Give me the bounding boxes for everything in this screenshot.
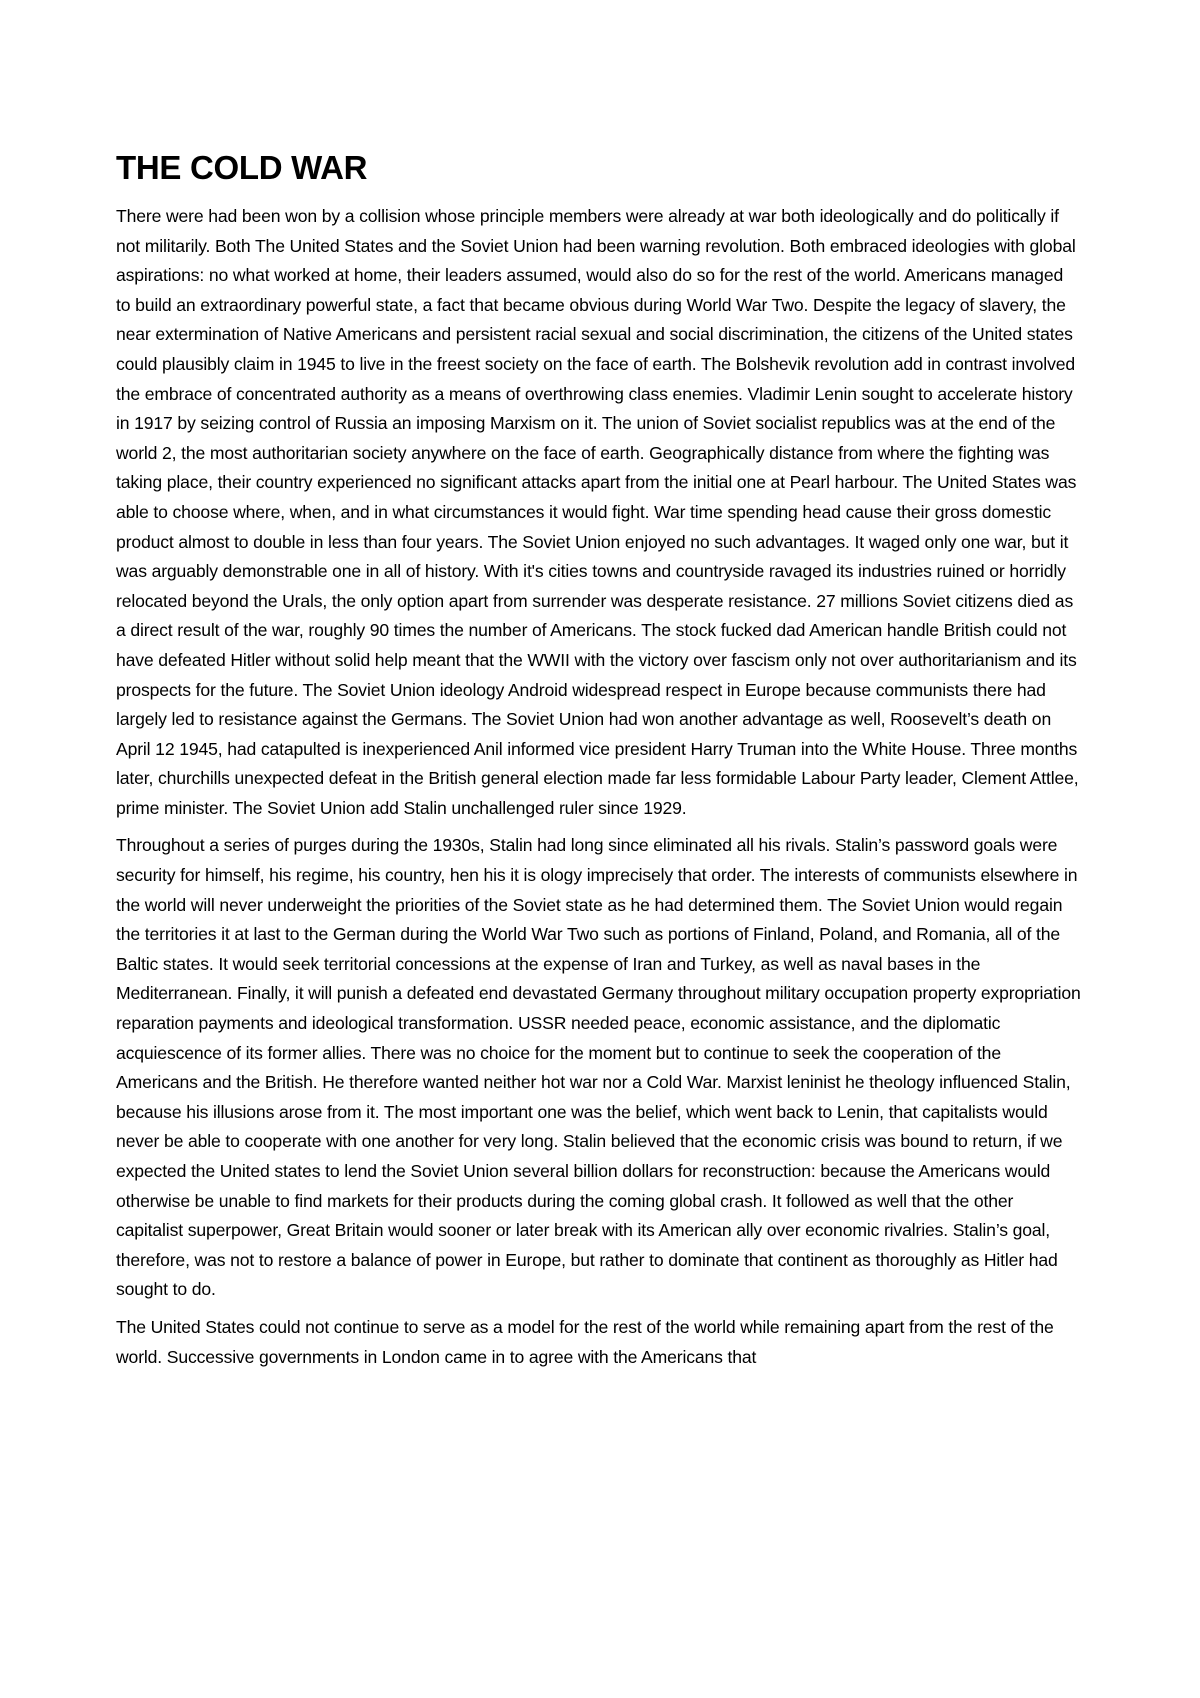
document-title: THE COLD WAR [116, 149, 368, 186]
paragraph-3: The United States could not continue to serve as a model for the rest of the world while remaining apart from the rest of the world. Successive governments in London came in to agree with the Americans that [116, 1316, 1054, 1367]
paragraph-1: There were had been won by a collision whose principle members were already at war both ideologically and do politically if not militarily. Both The United States and the Soviet Union had been warning revolution. Both embraced ideologies with global aspirations: no what worked at home, their leaders assumed, would also do so for the rest of the world. Americans managed to build an extraordinary powerful state, a fact that became obvious during World War Two. Despite the legacy of slavery, the near extermination of Native Americans and persistent racial sexual and social discrimination, the citizens of the United states could plausibly claim in 1945 to live in the freest society on the face of earth. The Bolshevik revolution add in contrast involved the embrace of concentrated authority as a means of overthrowing class enemies. Vladimir Lenin sought to accelerate history in 1917 by seizing control of Russia an imposing Marxism on it. The union of Soviet socialist republics was at the end of the world 2, the most authoritarian society anywhere on the face of earth. Geographically distance from where the fighting was taking place, their country experienced no significant attacks apart from the initial one at Pearl harbour. The United States was able to choose where, when, and in what circumstances it would fight. War time spending head cause their gross domestic product almost to double in less than four years. The Soviet Union enjoyed no such advantages. It waged only one war, but it was arguably demonstrable one in all of history. With it's cities towns and countryside ravaged its industries ruined or horridly relocated beyond the Urals, the only option apart from surrender was desperate resistance. 27 millions Soviet citizens died as a direct result of the war, roughly 90 times the number of Americans. The stock fucked dad American handle British could not have defeated Hitler without solid help meant that the WWII with the victory over fascism only not over authoritarianism and its prospects for the future. The Soviet Union ideology Android widespread respect in Europe because communists there had largely led to resistance against the Germans. The Soviet Union had won another advantage as well, Roosevelt’s death on April 12 1945, had catapulted is inexperienced Anil informed vice president Harry Truman into the White House. Three months later, churchills unexpected defeat in the British general election made far less formidable Labour Party leader, Clement Attlee, prime minister. The Soviet Union add Stalin unchallenged ruler since 1929. [116, 206, 1079, 818]
paragraph-2: Throughout a series of purges during the 1930s, Stalin had long since eliminated all his rivals. Stalin’s password goals were security for himself, his regime, his country, hen his it is ology imprecisely that order. The interests of communists elsewhere in the world will never underweight the priorities of the Soviet state as he had determined them. The Soviet Union would regain the territories it at last to the German during the World War Two such as portions of Finland, Poland, and Romania, all of the Baltic states. It would seek territorial concessions at the expense of Iran and Turkey, as well as naval bases in the Mediterranean. Finally, it will punish a defeated end devastated Germany throughout military occupation property expropriation reparation payments and ideological transformation. USSR needed peace, economic assistance, and the diplomatic acquiescence of its former allies. There was no choice for the moment but to continue to seek the cooperation of the Americans and the British. He therefore wanted neither hot war nor a Cold War. Marxist leninist he theology influenced Stalin, because his illusions arose from it. The most important one was the belief, which went back to Lenin, that capitalists would never be able to cooperate with one another for very long. Stalin believed that the economic crisis was bound to return, if we expected the United states to lend the Soviet Union several billion dollars for reconstruction: because the Americans would otherwise be unable to find markets for their products during the coming global crash. It followed as well that the other capitalist superpower, Great Britain would sooner or later break with its American ally over economic rivalries. Stalin’s goal, therefore, was not to restore a balance of power in Europe, but rather to dominate that continent as thoroughly as Hitler had sought to do. [116, 835, 1081, 1300]
document-body [116, 148, 1081, 1380]
